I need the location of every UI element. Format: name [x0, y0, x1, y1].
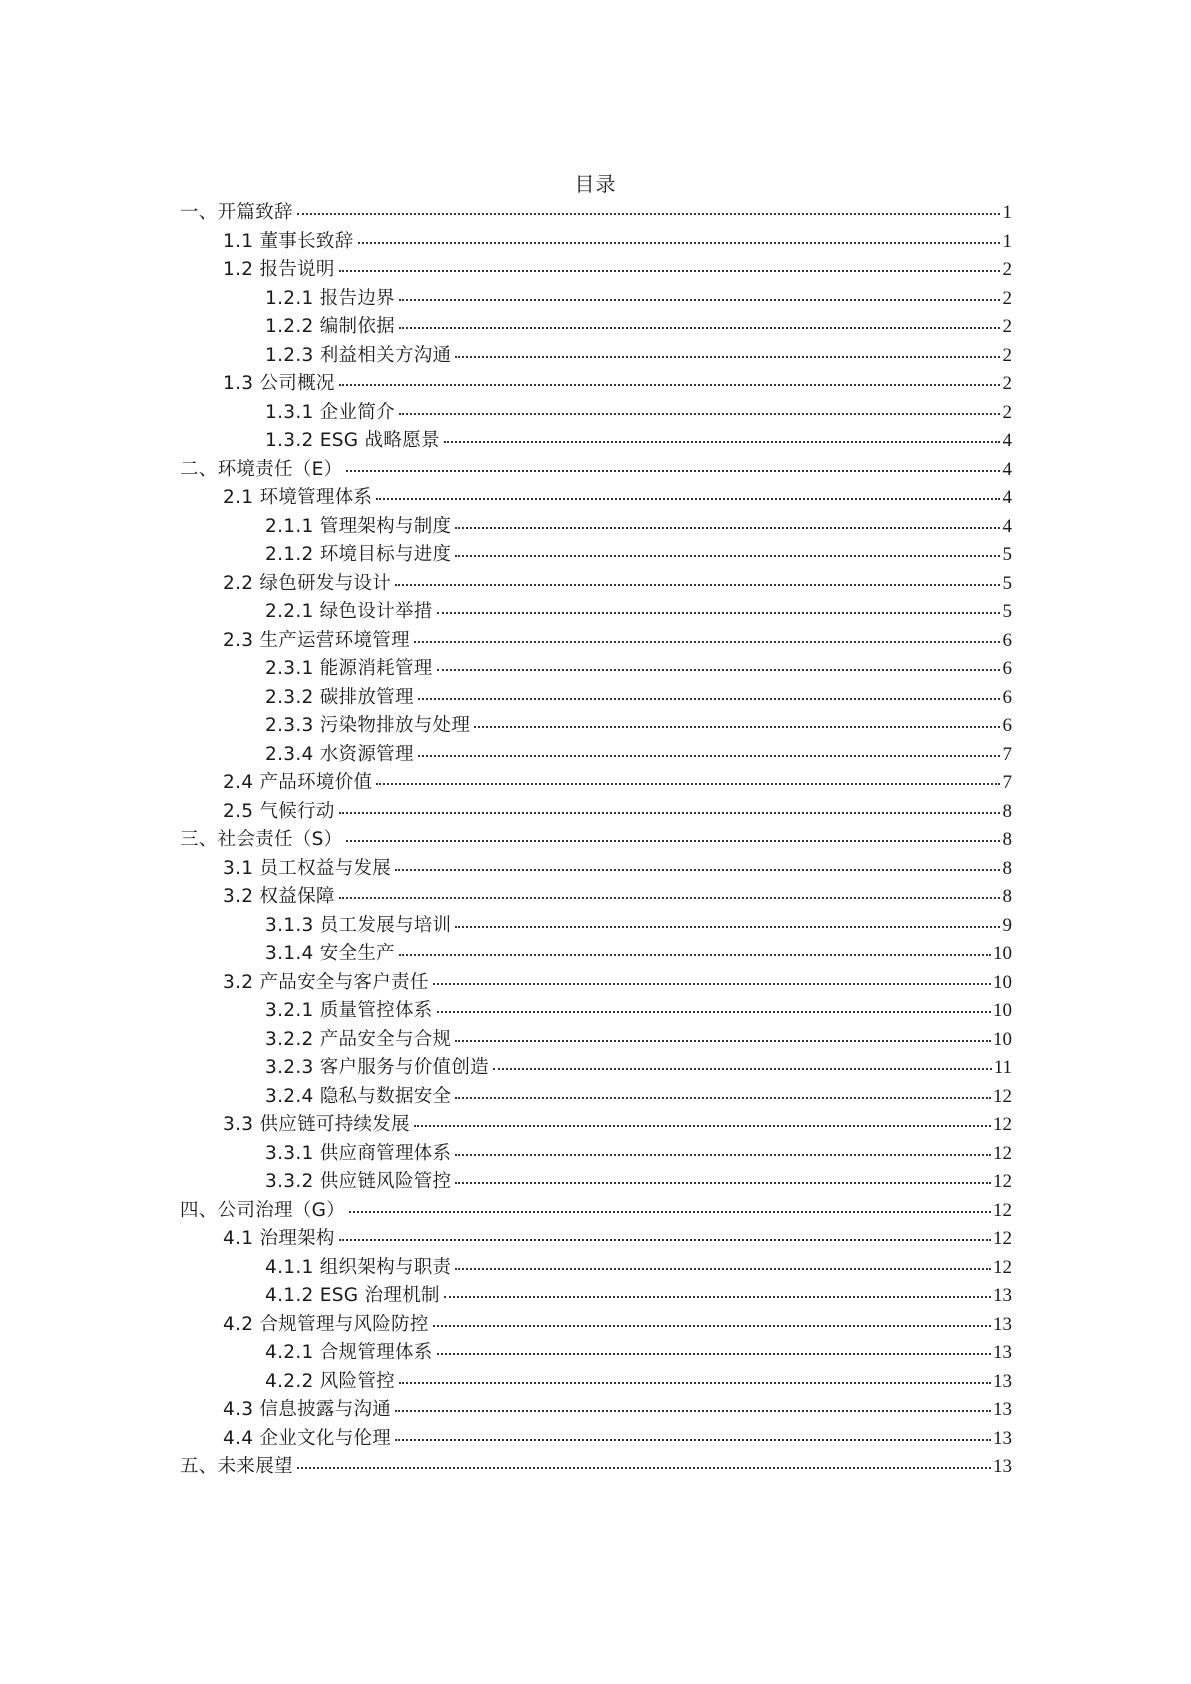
dot-leader: [395, 868, 1000, 871]
toc-entry-page-number: 8: [1002, 886, 1012, 907]
toc-entry[interactable]: [180, 285, 1012, 314]
toc-entry[interactable]: [180, 1282, 1012, 1311]
toc-entry-label: 一、开篇致辞: [180, 202, 293, 223]
dot-leader: [455, 925, 1000, 928]
toc-entry-label: 1.2.1 报告边界: [265, 287, 395, 309]
toc-entry-page-number: 12: [993, 1085, 1012, 1107]
toc-entry-page-number: 1: [1002, 230, 1012, 252]
toc-entry[interactable]: [180, 1168, 1012, 1197]
toc-entry[interactable]: [180, 912, 1012, 941]
toc-entry-page-number: 11: [993, 1057, 1012, 1078]
toc-entry[interactable]: [180, 883, 1012, 912]
toc-entry-label: 2.1 环境管理体系: [223, 487, 373, 508]
toc-entry-label: 2.3.3 污染物排放与处理: [265, 715, 471, 736]
dot-leader: [399, 1381, 991, 1384]
toc-entry[interactable]: [180, 627, 1012, 656]
toc-entry-page-number: 6: [1002, 715, 1012, 736]
toc-entry-label: 2.1.2 环境目标与进度: [265, 544, 452, 565]
toc-entry[interactable]: [180, 484, 1012, 513]
toc-entry-label: 2.2.1 绿色设计举措: [265, 601, 433, 622]
toc-entry[interactable]: [180, 997, 1012, 1026]
dot-leader: [339, 269, 1000, 272]
toc-entry[interactable]: [180, 256, 1012, 285]
toc-entry[interactable]: [180, 655, 1012, 684]
toc-entry[interactable]: [180, 1083, 1012, 1112]
toc-entry-label: 3.1 员工权益与发展: [223, 857, 392, 879]
toc-entry-label: 三、社会责任（S）: [180, 829, 343, 850]
toc-entry-page-number: 12: [993, 1142, 1012, 1164]
toc-entry[interactable]: [180, 741, 1012, 770]
toc-entry[interactable]: [180, 855, 1012, 884]
toc-entry-page-number: 6: [1002, 686, 1012, 708]
toc-entry-page-number: 13: [993, 1285, 1012, 1306]
toc-entry[interactable]: [180, 313, 1012, 342]
toc-entry-page-number: 4: [1002, 430, 1012, 451]
toc-entry-label: 3.1.4 安全生产: [265, 943, 395, 964]
dot-leader: [358, 241, 1000, 244]
toc-entry[interactable]: [180, 399, 1012, 428]
toc-entry[interactable]: [180, 1111, 1012, 1140]
toc-entry[interactable]: [180, 1026, 1012, 1055]
toc-entry-page-number: 4: [1002, 487, 1012, 508]
table-of-contents: [180, 199, 1012, 1482]
toc-entry[interactable]: [180, 456, 1012, 485]
dot-leader: [433, 1324, 991, 1327]
toc-entry-page-number: 12: [993, 1228, 1012, 1249]
toc-entry-label: 3.3.2 供应链风险管控: [265, 1171, 452, 1192]
dot-leader: [437, 611, 1000, 614]
toc-entry[interactable]: [180, 1225, 1012, 1254]
toc-entry[interactable]: [180, 598, 1012, 627]
dot-leader: [376, 782, 1000, 785]
dot-leader: [418, 697, 1000, 700]
toc-entry[interactable]: [180, 1311, 1012, 1340]
dot-leader: [455, 526, 1000, 529]
dot-leader: [418, 754, 1000, 757]
toc-entry-label: 3.3 供应链可持续发展: [223, 1114, 410, 1135]
toc-entry-page-number: 10: [993, 1000, 1012, 1021]
dot-leader: [455, 1153, 991, 1156]
toc-entry-page-number: 2: [1002, 287, 1012, 309]
toc-entry-page-number: 12: [993, 1199, 1012, 1221]
dot-leader: [339, 1238, 991, 1241]
toc-entry-label: 2.3.1 能源消耗管理: [265, 658, 433, 679]
toc-entry-label: 3.2 权益保障: [223, 886, 335, 907]
dot-leader: [414, 1124, 991, 1127]
dot-leader: [455, 1096, 991, 1099]
toc-entry[interactable]: [180, 513, 1012, 542]
toc-entry-label: 四、公司治理（G）: [180, 1199, 346, 1221]
dot-leader: [339, 811, 1000, 814]
toc-entry-page-number: 7: [1002, 743, 1012, 765]
dot-leader: [444, 1295, 991, 1298]
dot-leader: [399, 326, 1000, 329]
toc-entry-label: 4.3 信息披露与沟通: [223, 1399, 392, 1420]
toc-entry-page-number: 13: [993, 1313, 1012, 1335]
toc-entry[interactable]: [180, 370, 1012, 399]
toc-entry-label: 4.2.2 风险管控: [265, 1370, 395, 1392]
toc-entry-label: 3.2.4 隐私与数据安全: [265, 1085, 452, 1107]
toc-entry-page-number: 13: [993, 1342, 1012, 1363]
toc-entry[interactable]: [180, 570, 1012, 599]
toc-entry-page-number: 12: [993, 1256, 1012, 1278]
toc-entry-label: 2.5 气候行动: [223, 800, 335, 822]
dot-leader: [399, 298, 1000, 301]
toc-entry-label: 3.2.3 客户服务与价值创造: [265, 1057, 489, 1078]
toc-entry-label: 4.2 合规管理与风险防控: [223, 1313, 429, 1335]
dot-leader: [339, 383, 1000, 386]
toc-entry-label: 1.1 董事长致辞: [223, 230, 354, 252]
dot-leader: [444, 440, 1000, 443]
dot-leader: [433, 982, 991, 985]
toc-entry-page-number: 10: [993, 943, 1012, 964]
toc-entry[interactable]: [180, 940, 1012, 969]
dot-leader: [455, 554, 1000, 557]
toc-entry[interactable]: [180, 1140, 1012, 1169]
toc-entry-page-number: 13: [993, 1427, 1012, 1449]
toc-entry-label: 2.3.2 碳排放管理: [265, 686, 414, 708]
toc-entry-label: 2.4 产品环境价值: [223, 772, 373, 793]
toc-entry-page-number: 7: [1002, 772, 1012, 793]
toc-entry[interactable]: [180, 1453, 1012, 1482]
dot-leader: [297, 212, 1000, 215]
toc-entry-page-number: 5: [1002, 544, 1012, 565]
toc-entry[interactable]: [180, 1425, 1012, 1454]
dot-leader: [346, 469, 1000, 472]
toc-entry-page-number: 13: [993, 1370, 1012, 1392]
toc-entry-label: 二、环境责任（E）: [180, 458, 343, 480]
dot-leader: [437, 1010, 991, 1013]
toc-entry[interactable]: [180, 826, 1012, 855]
dot-leader: [474, 725, 1000, 728]
toc-entry-page-number: 5: [1002, 572, 1012, 594]
toc-entry-page-number: 2: [1002, 259, 1012, 280]
toc-entry-page-number: 2: [1002, 401, 1012, 423]
dot-leader: [455, 355, 1000, 358]
toc-entry-page-number: 1: [1002, 202, 1012, 223]
toc-entry-page-number: 2: [1002, 373, 1012, 394]
toc-entry-label: 3.3.1 供应商管理体系: [265, 1142, 452, 1164]
toc-entry-label: 1.2 报告说明: [223, 259, 335, 280]
dot-leader: [395, 1438, 991, 1441]
toc-entry[interactable]: [180, 684, 1012, 713]
toc-entry[interactable]: [180, 541, 1012, 570]
dot-leader: [437, 1352, 991, 1355]
toc-entry[interactable]: [180, 798, 1012, 827]
dot-leader: [376, 497, 1000, 500]
toc-entry-page-number: 12: [993, 1114, 1012, 1135]
toc-entry-page-number: 6: [1002, 658, 1012, 679]
toc-entry-page-number: 4: [1002, 458, 1012, 480]
toc-entry-label: 4.1.2 ESG 治理机制: [265, 1285, 440, 1306]
toc-title: 目录: [574, 172, 617, 196]
toc-entry[interactable]: [180, 969, 1012, 998]
toc-entry-page-number: 2: [1002, 344, 1012, 366]
dot-leader: [455, 1267, 991, 1270]
toc-entry[interactable]: [180, 1197, 1012, 1226]
toc-entry[interactable]: [180, 228, 1012, 257]
dot-leader: [395, 1409, 991, 1412]
toc-entry-page-number: 12: [993, 1171, 1012, 1192]
toc-entry[interactable]: [180, 712, 1012, 741]
toc-entry[interactable]: [180, 1396, 1012, 1425]
toc-entry[interactable]: [180, 1339, 1012, 1368]
toc-entry-page-number: 8: [1002, 800, 1012, 822]
dot-leader: [414, 640, 1000, 643]
toc-entry-label: 五、未来展望: [180, 1456, 293, 1477]
dot-leader: [455, 1181, 991, 1184]
toc-entry-label: 2.2 绿色研发与设计: [223, 572, 392, 594]
toc-entry[interactable]: [180, 199, 1012, 228]
toc-entry-page-number: 2: [1002, 316, 1012, 337]
dot-leader: [346, 839, 1000, 842]
toc-entry-page-number: 9: [1002, 914, 1012, 936]
toc-entry-page-number: 4: [1002, 515, 1012, 537]
toc-entry-label: 4.1.1 组织架构与职责: [265, 1256, 452, 1278]
toc-entry-label: 3.2 产品安全与客户责任: [223, 971, 429, 993]
toc-entry-page-number: 10: [993, 1028, 1012, 1050]
toc-entry-label: 2.1.1 管理架构与制度: [265, 515, 452, 537]
toc-entry-label: 1.2.3 利益相关方沟通: [265, 344, 452, 366]
toc-entry-label: 4.2.1 合规管理体系: [265, 1342, 433, 1363]
toc-entry-label: 4.1 治理架构: [223, 1228, 335, 1249]
dot-leader: [399, 953, 991, 956]
toc-entry[interactable]: [180, 1368, 1012, 1397]
toc-entry-label: 1.3.1 企业简介: [265, 401, 395, 423]
toc-entry[interactable]: [180, 342, 1012, 371]
dot-leader: [437, 668, 1000, 671]
dot-leader: [455, 1039, 991, 1042]
toc-entry[interactable]: [180, 1054, 1012, 1083]
toc-entry-page-number: 10: [993, 971, 1012, 993]
toc-entry-label: 2.3.4 水资源管理: [265, 743, 414, 765]
toc-entry-label: 1.3.2 ESG 战略愿景: [265, 430, 440, 451]
toc-entry-label: 2.3 生产运营环境管理: [223, 629, 410, 651]
toc-entry-page-number: 13: [993, 1456, 1012, 1477]
toc-entry-page-number: 8: [1002, 857, 1012, 879]
toc-entry-page-number: 8: [1002, 829, 1012, 850]
toc-entry-page-number: 13: [993, 1399, 1012, 1420]
toc-entry-label: 4.4 企业文化与伦理: [223, 1427, 392, 1449]
dot-leader: [395, 583, 1000, 586]
dot-leader: [297, 1466, 991, 1469]
toc-entry-page-number: 5: [1002, 601, 1012, 622]
dot-leader: [339, 896, 1000, 899]
toc-entry[interactable]: [180, 427, 1012, 456]
dot-leader: [349, 1210, 991, 1213]
toc-entry[interactable]: [180, 769, 1012, 798]
toc-entry-page-number: 6: [1002, 629, 1012, 651]
toc-entry-label: 1.3 公司概况: [223, 373, 335, 394]
toc-entry-label: 1.2.2 编制依据: [265, 316, 395, 337]
toc-entry-label: 3.2.2 产品安全与合规: [265, 1028, 452, 1050]
toc-entry-label: 3.2.1 质量管控体系: [265, 1000, 433, 1021]
toc-entry-label: 3.1.3 员工发展与培训: [265, 914, 452, 936]
toc-entry[interactable]: [180, 1254, 1012, 1283]
dot-leader: [399, 412, 1000, 415]
dot-leader: [493, 1067, 992, 1070]
